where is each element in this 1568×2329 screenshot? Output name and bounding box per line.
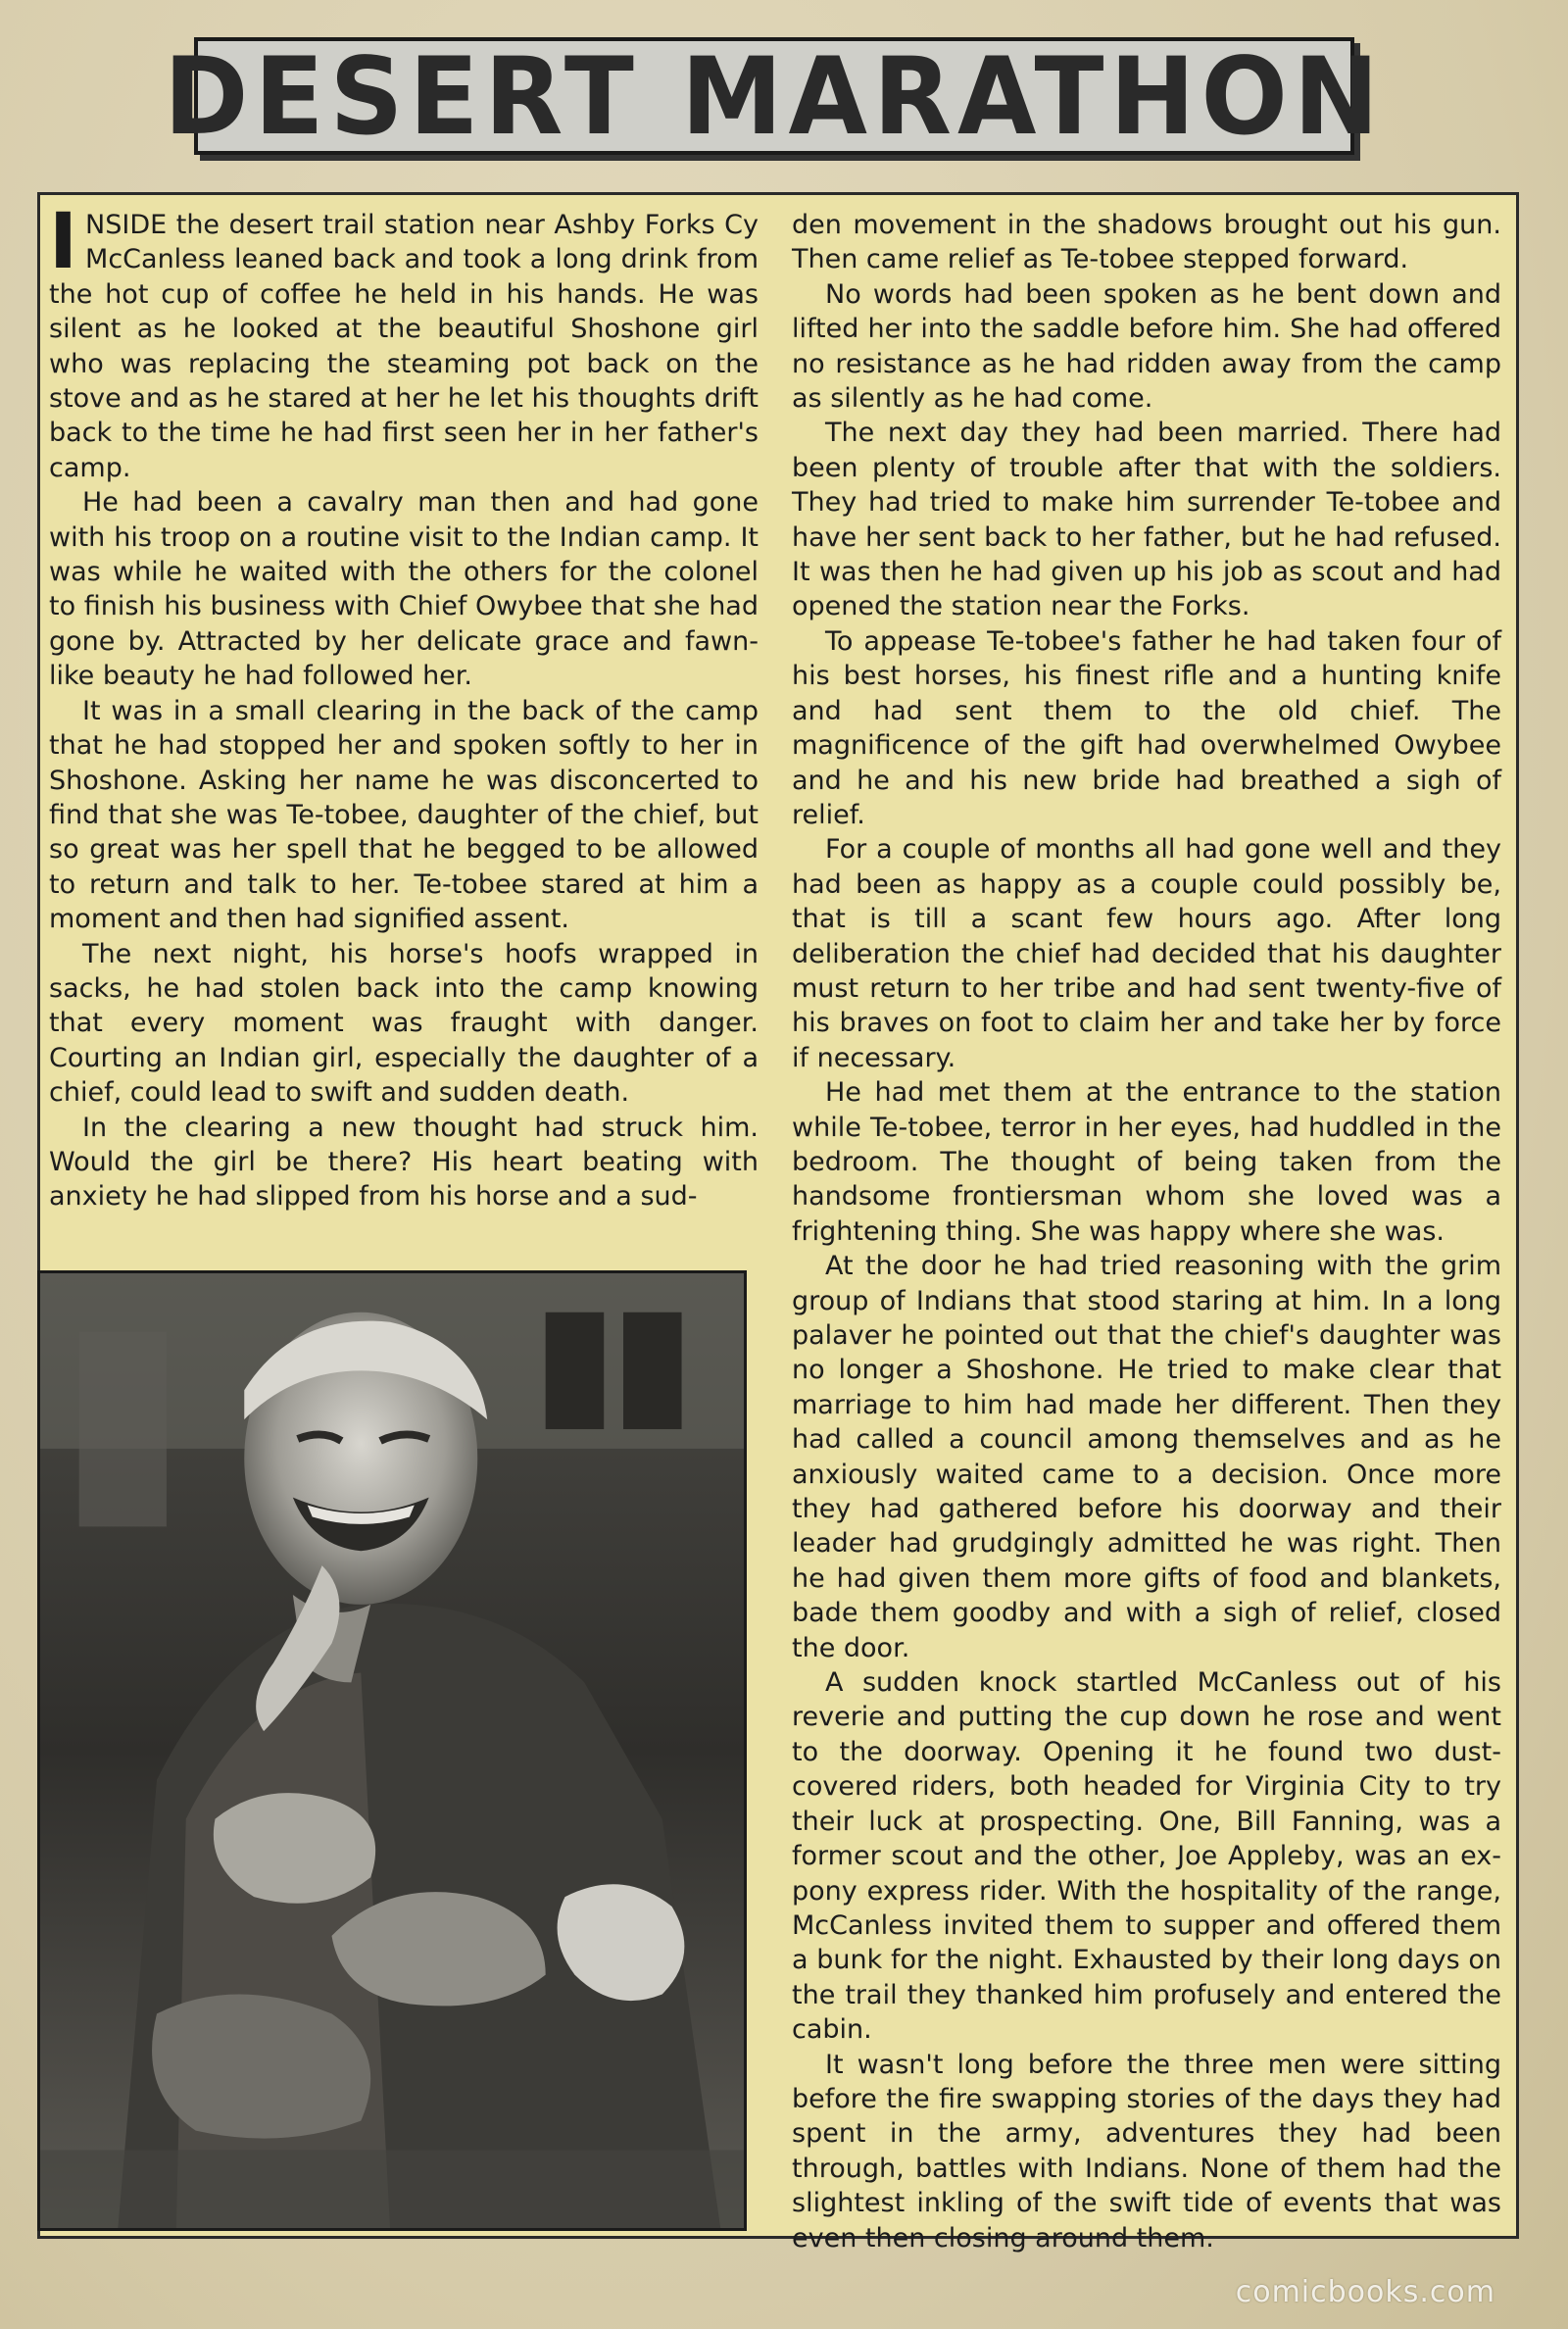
- drop-cap: I: [49, 198, 78, 286]
- paragraph: He had met them at the entrance to the station while Te-tobee, terror in her eyes, had huddled in the bedroom. The thought of being taken from the handsome frontiersman whom she loved was a frightening thing. She was happy where she was.: [792, 1077, 1501, 1247]
- left-column: [49, 198, 759, 1251]
- paragraph: In the clearing a new thought had struck him. Would the girl be there? His heart beating with anxiety he had slipped from his horse and a sud-: [49, 1112, 759, 1213]
- paragraph: For a couple of months all had gone well and they had been as happy as a couple could possibly be, that is till a scant few hours ago. After long deliberation the chief had decided that his daughter must return to her tribe and had sent twenty-five of his braves on foot to claim her and take her by force if necessary.: [792, 834, 1501, 1073]
- paragraph: [49, 198, 759, 485]
- paragraph: It was in a small clearing in the back of the camp that he had stopped her and spoken softly to her in Shoshone. Asking her name he was disconcerted to find that she was Te-tobee, daughter of the chief, but so great was her spell that he begged to be allowed to return and talk to her. Te-tobee stared at him a moment and then had signified assent.: [49, 695, 759, 935]
- watermark: comicbooks.com: [1235, 2275, 1495, 2309]
- paragraph: The next day they had been married. There had been plenty of trouble after that with the soldiers. They had tried to make him surrender Te-tobee and have her sent back to her father, but he had refused. It was then he had given up his job as scout and had opened the station near the Forks.: [792, 418, 1501, 622]
- paragraph: It wasn't long before the three men were sitting before the fire swapping stories of the days they had spent in the army, adventures they had been through, battles with Indians. None of them had the slightest inkling of the swift tide of events that was even then closing around them.: [792, 2049, 1501, 2254]
- right-column: [792, 208, 1501, 2254]
- man-photo-image: [40, 1273, 744, 2228]
- paragraph: A sudden knock startled McCanless out of his reverie and putting the cup down he rose and went to the doorway. Opening it he found two dust-covered riders, both headed for Virginia City to try their luck at prospecting. One, Bill Fanning, was a former scout and the other, Joe Appleby, was an ex-pony express rider. With the hospitality of the range, McCanless invited them to supper and offered them a bunk for the night. Exhausted by their long days on the trail they thanked him profusely and entered the cabin.: [792, 1667, 1501, 2046]
- paragraph: No words had been spoken as he bent down and lifted her into the saddle before him. She had offered no resistance as he had ridden away from the camp as silently as he had come.: [792, 278, 1501, 415]
- photo-illustration: [37, 1270, 747, 2231]
- paragraph-text: NSIDE the desert trail station near Ashby Forks Cy McCanless leaned back and took a long drink from the hot cup of coffee he held in his hands. He was silent as he looked at the beautiful Shoshone girl who was replacing the steaming pot back on the stove and as he stared at her he let his thoughts drift back to the time he had first seen her in her father's camp.: [49, 210, 759, 483]
- paragraph: den movement in the shadows brought out his gun. Then came relief as Te-tobee stepped forward.: [792, 210, 1501, 275]
- paragraph: To appease Te-tobee's father he had taken four of his best horses, his finest rifle and a hunting knife and had sent them to the old chief. The magnificence of the gift had overwhelmed Owybee and he and his new bride had breathed a sigh of relief.: [792, 625, 1501, 830]
- paragraph: At the door he had tried reasoning with the grim group of Indians that stood staring at him. In a long palaver he pointed out that the chief's daughter was no longer a Shoshone. He tried to make clear that marriage to him had made her different. Then they had called a council among themselves and as he anxiously waited came to a decision. Once more they had gathered before his doorway and their leader had grudgingly admitted he was right. Then he had given them more gifts of food and blankets, bade them goodby and with a sigh of relief, closed the door.: [792, 1251, 1501, 1663]
- title-banner: [164, 32, 1385, 160]
- paragraph: He had been a cavalry man then and had gone with his troop on a routine visit to the Indian camp. It was while he waited with the others for the colonel to finish his business with Chief Owybee that she had gone by. Attracted by her delicate grace and fawn-like beauty he had followed her.: [49, 487, 759, 692]
- paragraph: The next night, his horse's hoofs wrapped in sacks, he had stolen back into the camp knowing that every moment was fraught with danger. Courting an Indian girl, especially the daughter of a chief, could lead to swift and sudden death.: [49, 938, 759, 1109]
- page-title: DESERT MARATHON: [164, 32, 1385, 160]
